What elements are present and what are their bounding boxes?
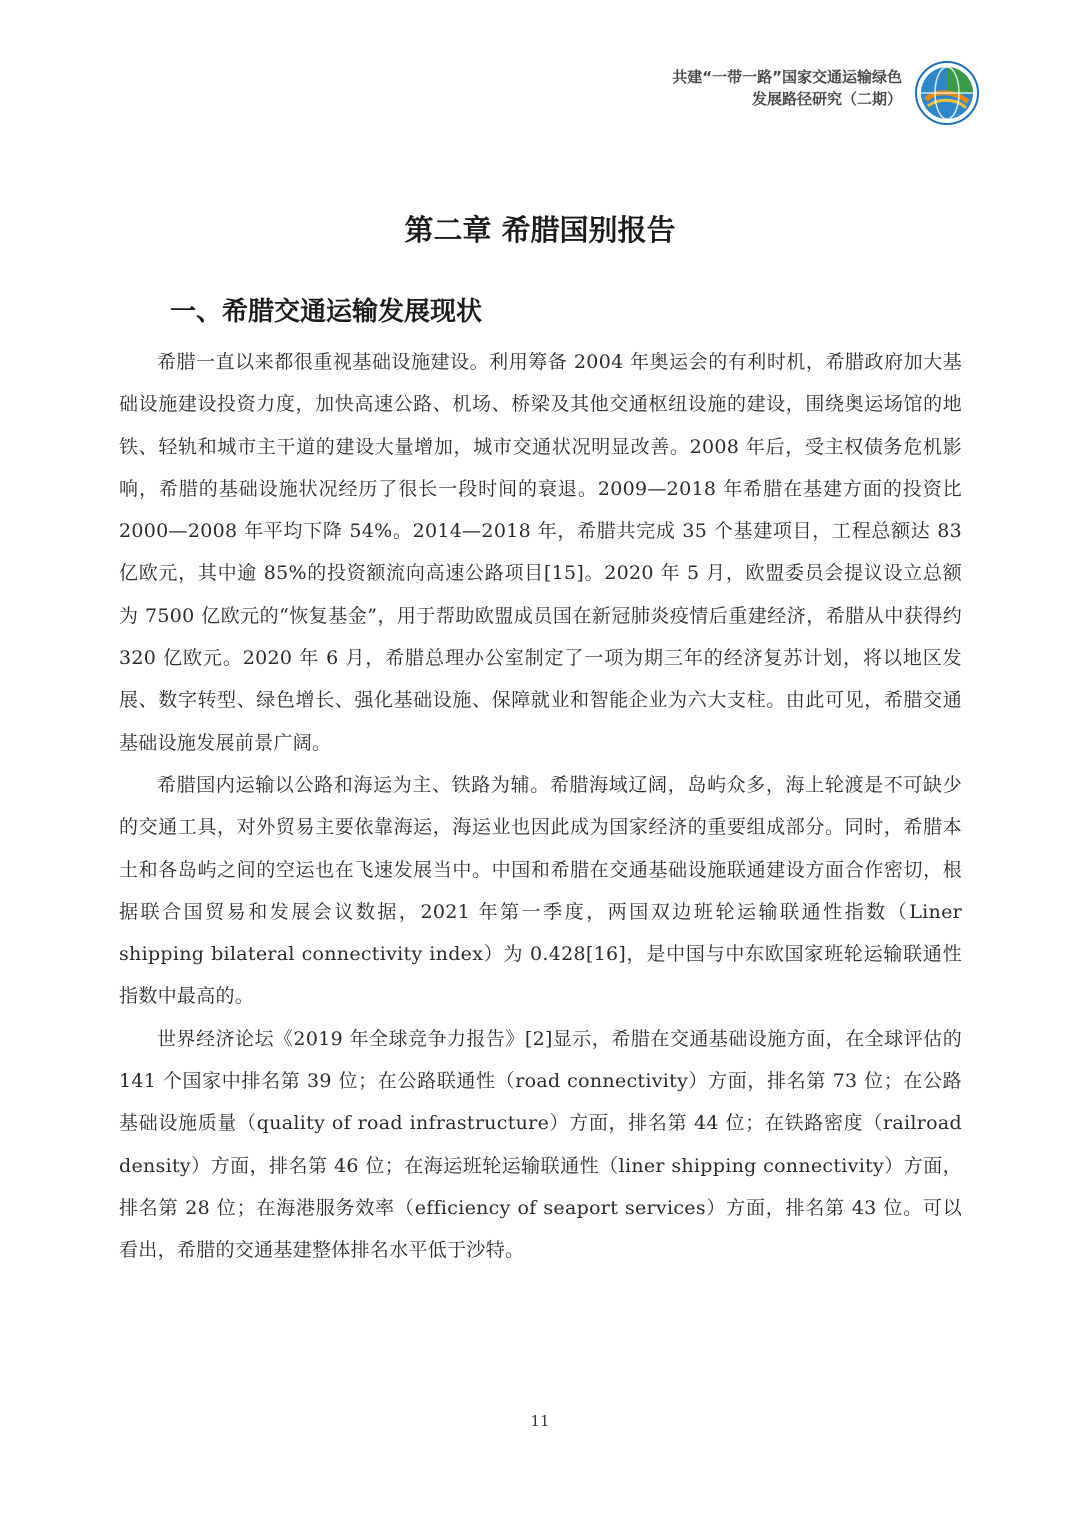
running-header: [482, 66, 902, 110]
header-line-1: 共建“一带一路”国家交通运输绿色: [672, 68, 902, 86]
paragraph: 希腊国内运输以公路和海运为主、铁路为辅。希腊海域辽阔，岛屿众多，海上轮渡是不可缺少的交通工具，对外贸易主要依靠海运，海运业也因此成为国家经济的重要组成部分。同时，希腊本土和各岛屿之间的空运也在飞速发展当中。中国和希腊在交通基础设施联通建设方面合作密切，根据联合国贸易和发展会议数据，2021 年第一季度，两国双边班轮运输联通性指数（Liner shipping bilateral connectivity index）为 0.428[16]，是中国与中东欧国家班轮运输联通性指数中最高的。: [119, 773, 962, 1008]
chapter-title: 第二章 希腊国别报告: [404, 213, 676, 247]
paragraph: 希腊一直以来都很重视基础设施建设。利用筹备 2004 年奥运会的有利时机，希腊政府加大基础设施建设投资力度，加快高速公路、机场、桥梁及其他交通枢纽设施的建设，围绕奥运场馆的地铁、轻轨和城市主干道的建设大量增加，城市交通状况明显改善。2008 年后，受主权债务危机影响，希腊的基础设施状况经历了很长一段时间的衰退。2009—2018 年希腊在基建方面的投资比 2000—2008 年平均下降 54%。2014—2018 年，希腊共完成 35 个基建项目，工程总额达 83 亿欧元，其中逾 85%的投资额流向高速公路项目[15]。2020 年 5 月，欧盟委员会提议设立总额为 7500 亿欧元的“恢复基金”，用于帮助欧盟成员国在新冠肺炎疫情后重建经济，希腊从中获得约 320 亿欧元。2020 年 6 月，希腊总理办公室制定了一项为期三年的经济复苏计划，将以地区发展、数字转型、绿色增长、强化基础设施、保障就业和智能企业为六大支柱。由此可见，希腊交通基础设施发展前景广阔。: [119, 351, 962, 754]
globe-emblem-icon: [914, 60, 980, 126]
paragraph: 世界经济论坛《2019 年全球竞争力报告》[2]显示，希腊在交通基础设施方面，在全球评估的 141 个国家中排名第 39 位；在公路联通性（road connectivity）方面，排名第 73 位；在公路基础设施质量（quality of road infrastructure）方面，排名第 44 位；在铁路密度（railroad density）方面，排名第 46 位；在海运班轮运输联通性（liner shipping connectivity）方面，排名第 28 位；在海港服务效率（efficiency of seaport services）方面，排名第 43 位。可以看出，希腊的交通基建整体排名水平低于沙特。: [119, 1027, 962, 1262]
body-text: [119, 341, 962, 1272]
page-number: 11: [530, 1412, 550, 1430]
header-line-2: 发展路径研究（二期）: [751, 90, 902, 108]
section-title: 一、希腊交通运输发展现状: [170, 297, 483, 327]
